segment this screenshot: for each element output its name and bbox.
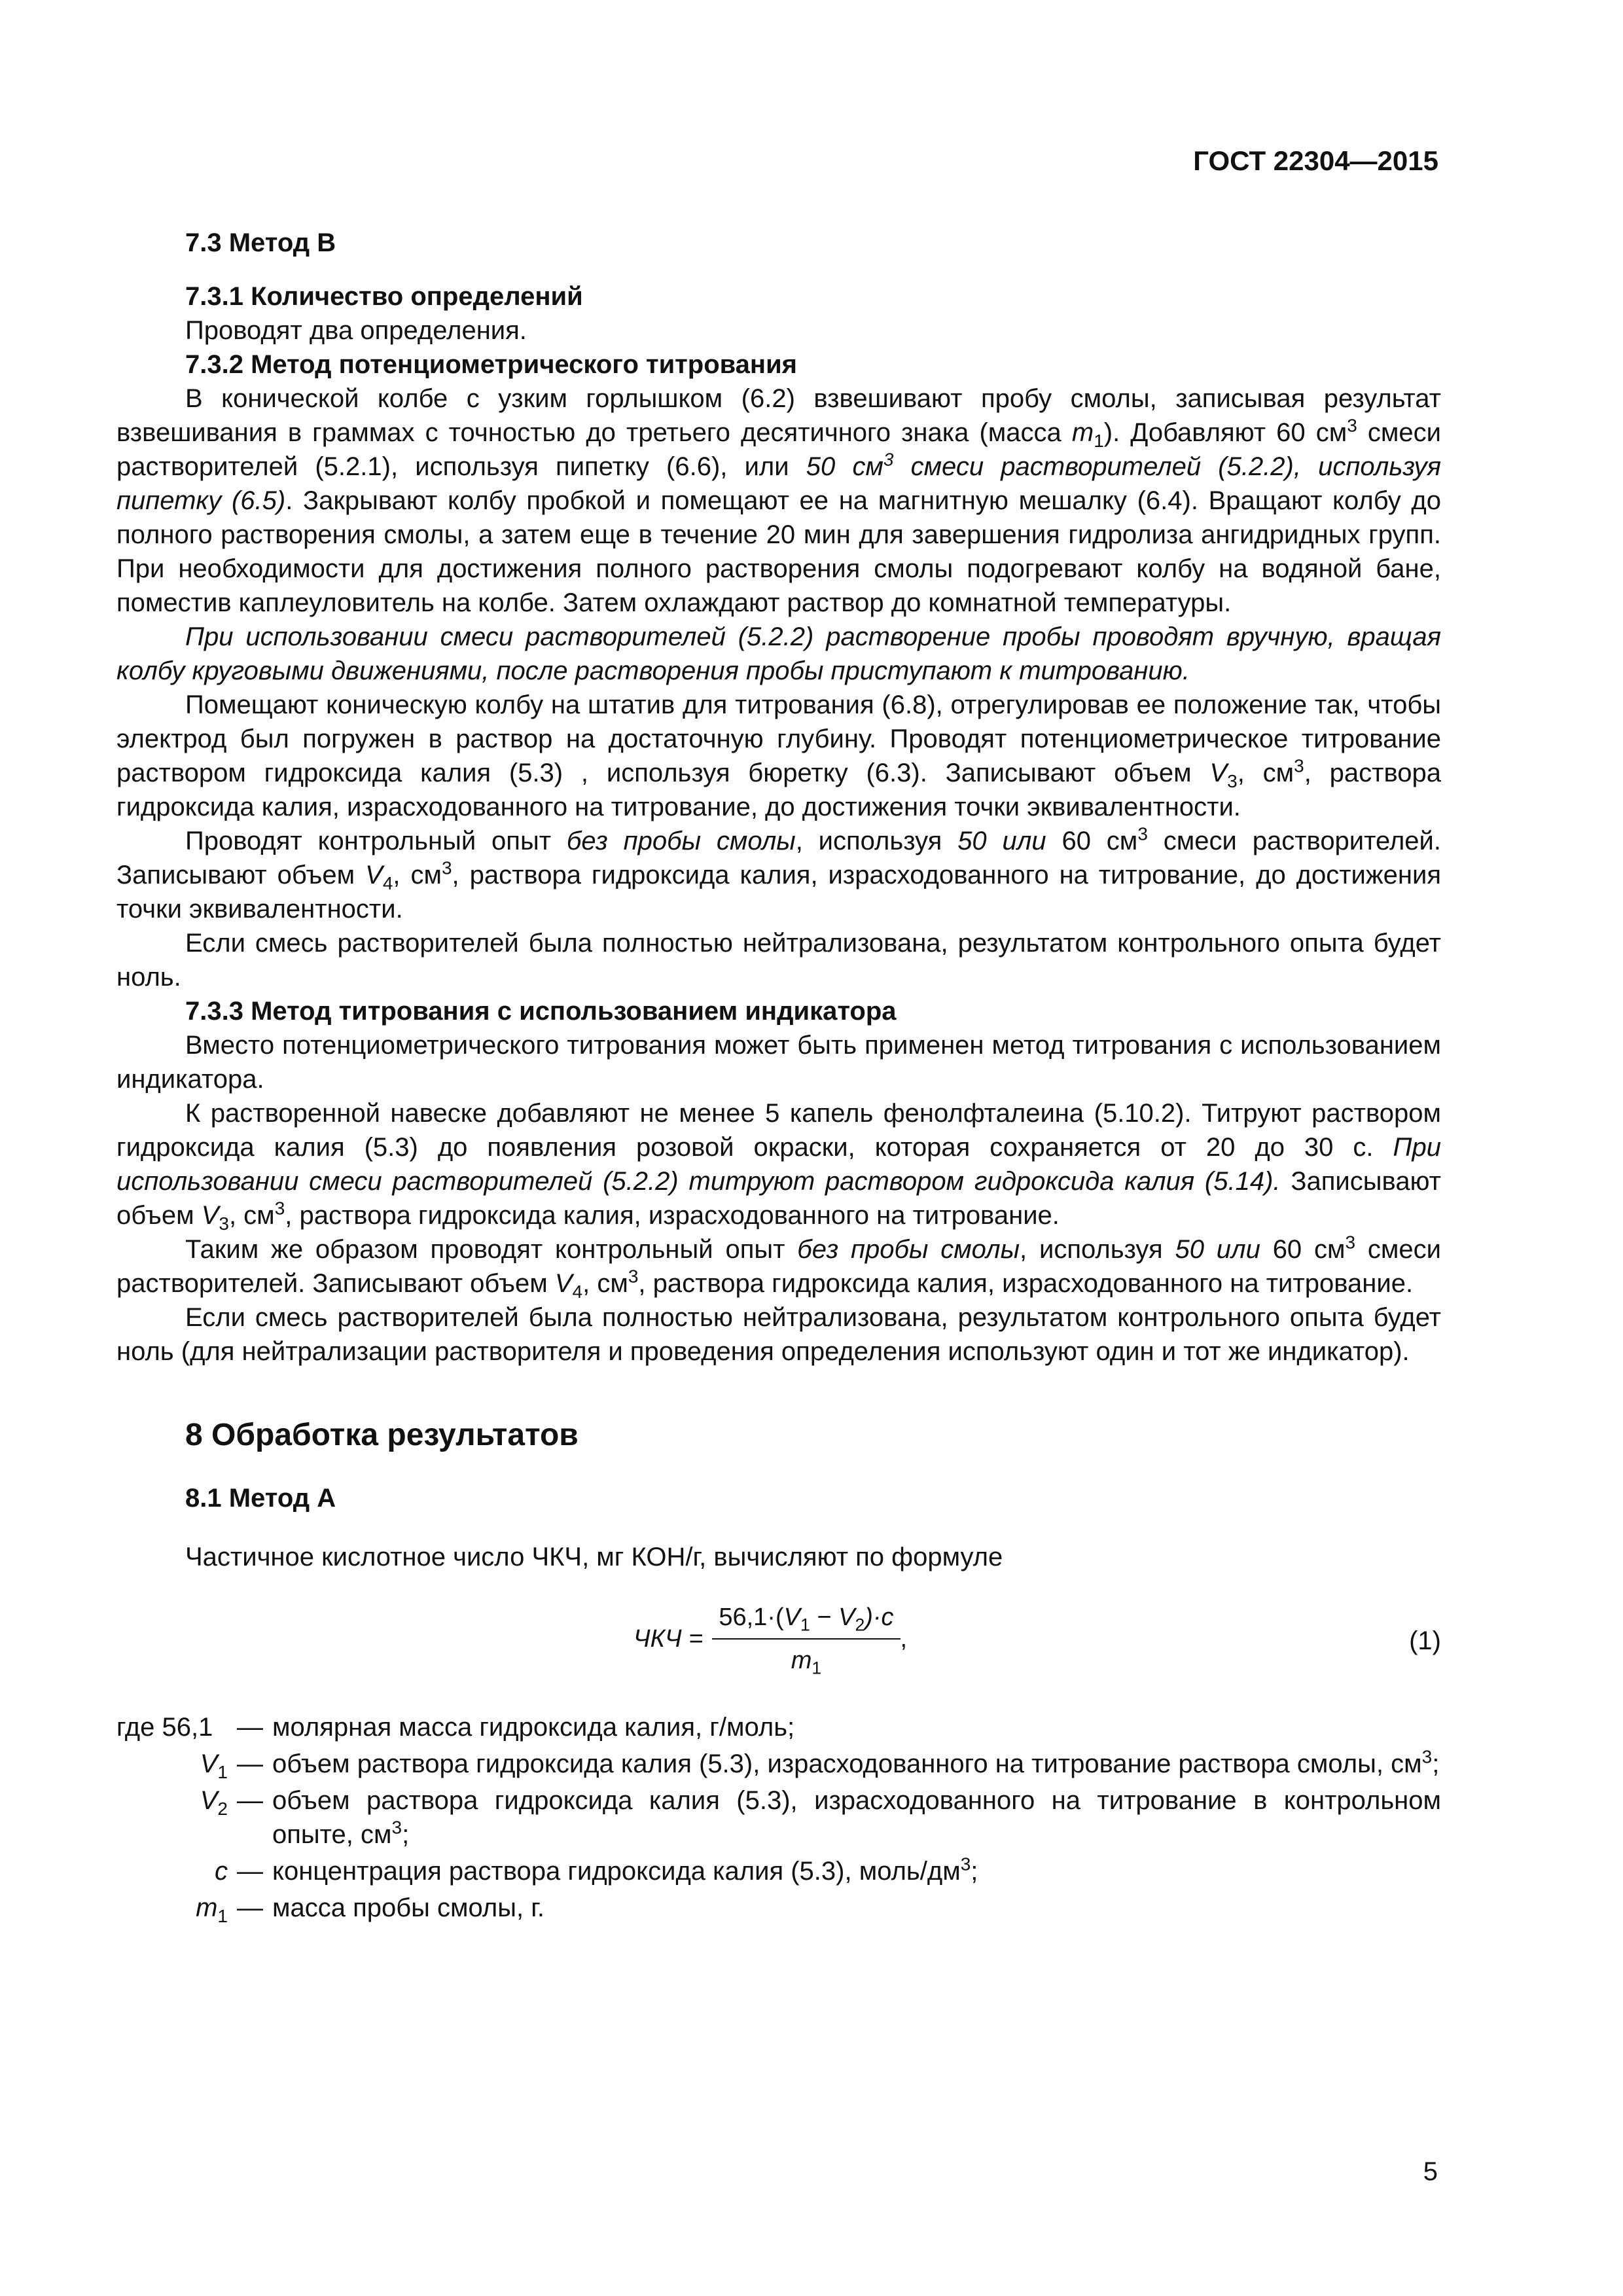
- formula-denominator: $m_1$: [791, 1647, 822, 1678]
- legend-row: [116, 1747, 1441, 1781]
- paragraph-indicator-blank-zero: Если смесь растворителей была полностью нейтрализована, результатом контрольного опыта будет ноль (для нейтрализации растворителя и проведения определения используют один и тот же индикатор).: [116, 1303, 1441, 1366]
- legend-symbol: $V_2$: [200, 1786, 228, 1819]
- formula: [633, 1600, 907, 1677]
- section-7-3-title: 7.3 Метод В: [185, 228, 336, 257]
- paragraph-blank-zero: Если смесь растворителей была полностью нейтрализована, результатом контрольного опыта будет ноль.: [116, 929, 1441, 992]
- legend-text: масса пробы смолы, г.: [272, 1893, 545, 1922]
- legend-symbol: $m_1$: [196, 1893, 228, 1926]
- formula-lhs: ЧКЧ =: [633, 1625, 704, 1653]
- legend-dash: —: [237, 1713, 263, 1742]
- formula-legend: [116, 1710, 1441, 1925]
- paragraph-blank-test: Проводят контрольный опыт без пробы смолы, используя 50 или 60 $см^3$ смеси растворителей. Записывают объем $V_4$, $см^3$, раствора гидроксида калия, израсходованного на титрование, до достижения точки эквивалентности.: [116, 823, 1441, 924]
- legend-symbol: $V_1$: [200, 1749, 228, 1782]
- page-content: [116, 226, 1441, 1928]
- section-7-3-3-title: 7.3.3 Метод титрования с использованием индикатора: [185, 997, 897, 1026]
- formula-intro: Частичное кислотное число ЧКЧ, мг КОН/г, вычисляют по формуле: [185, 1543, 1003, 1571]
- paragraph-indicator-method: Вместо потенциометрического титрования может быть применен метод титрования с использованием индикатора.: [116, 1031, 1441, 1094]
- legend-row: [116, 1710, 1441, 1744]
- section-8-1-title: 8.1 Метод А: [185, 1484, 336, 1513]
- legend-row: [116, 1854, 1441, 1888]
- standard-number: ГОСТ 22304—2015: [1193, 145, 1438, 176]
- section-8-title: 8 Обработка результатов: [185, 1418, 579, 1452]
- paragraph-sample-weighing: В конической колбе с узким горлышком (6.2) взвешивают пробу смолы, записывая результат взвешивания в граммах с точностью до третьего десятичного знака (масса $m_1$). Добавляют 60 $см^3$ смеси растворителей (5.2.1), используя пипетку (6.6), или 50 $см^3$ смеси растворителей (5.2.2), используя пипетку (6.5). Закрывают колбу пробкой и помещают ее на магнитную мешалку (6.4). Вращают колбу до полного растворения смолы, а затем еще в течение 20 мин для завершения гидролиза ангидридных групп. При необходимости для достижения полного растворения смолы подогревают колбу на водяной бане, поместив каплеуловитель на колбе. Затем охлаждают раствор до комнатной температуры.: [116, 384, 1442, 617]
- section-7-3-1-title: 7.3.1 Количество определений: [185, 282, 583, 311]
- formula-fraction: [712, 1600, 900, 1677]
- formula-number: (1): [1409, 1626, 1441, 1655]
- legend-text: объем раствора гидроксида калия (5.3), израсходованного на титрование в контрольном опыте, $см^3$;: [272, 1786, 1441, 1849]
- section-7-3-1-text: Проводят два определения.: [185, 316, 527, 345]
- formula-numerator: $56,1\cdot(V_1 - V_2)\cdot c$: [712, 1600, 900, 1640]
- paragraph-manual-dissolution: При использовании смеси растворителей (5.2.2) растворение пробы проводят вручную, вращая колбу круговыми движениями, после растворения пробы приступают к титрованию.: [116, 622, 1441, 685]
- legend-text: объем раствора гидроксида калия (5.3), израсходованного на титрование раствора смолы, $см^3$;: [272, 1746, 1440, 1778]
- paragraph-phenolphthalein: К растворенной навеске добавляют не менее 5 капель фенолфталеина (5.10.2). Титруют раствором гидроксида калия (5.3) до появления розовой окраски, которая сохраняется от 20 до 30 с. При использовании смеси растворителей (5.2.2) титруют раствором гидроксида калия (5.14). Записывают объем $V_3$, $см^3$, раствора гидроксида калия, израсходованного на титрование.: [116, 1099, 1442, 1234]
- legend-text: концентрация раствора гидроксида калия (5.3), моль/$дм^3$;: [272, 1854, 978, 1886]
- formula-comma: ,: [900, 1625, 908, 1653]
- legend-dash: —: [237, 1893, 263, 1922]
- paragraph-indicator-blank-test: Таким же образом проводят контрольный опыт без пробы смолы, используя 50 или 60 $см^3$ смеси растворителей. Записывают объем $V_4$, $см^3$, раствора гидроксида калия, израсходованного на титрование.: [116, 1232, 1442, 1302]
- section-7-3-2-title: 7.3.2 Метод потенциометрического титрования: [185, 350, 798, 379]
- legend-symbol: c: [215, 1857, 228, 1886]
- paragraph-potentiometric-titration: Помещают коническую колбу на штатив для титрования (6.8), отрегулировав ее положение так, чтобы электрод был погружен в раствор на достаточную глубину. Проводят потенциометрическое титрование раствором гидроксида калия (5.3) , используя бюретку (6.3). Записывают объем $V_3$, $см^3$, раствора гидроксида калия, израсходованного на титрование, до достижения точки эквивалентности.: [116, 691, 1441, 821]
- legend-dash: —: [237, 1786, 263, 1815]
- formula-block: [116, 1592, 1441, 1691]
- legend-row: [116, 1784, 1441, 1852]
- legend-dash: —: [237, 1749, 263, 1778]
- legend-dash: —: [237, 1857, 263, 1886]
- legend-row: [116, 1891, 1441, 1925]
- page-number: 5: [1423, 2157, 1438, 2186]
- legend-symbol: где 56,1: [116, 1713, 213, 1742]
- legend-text: молярная масса гидроксида калия, г/моль;: [272, 1713, 795, 1742]
